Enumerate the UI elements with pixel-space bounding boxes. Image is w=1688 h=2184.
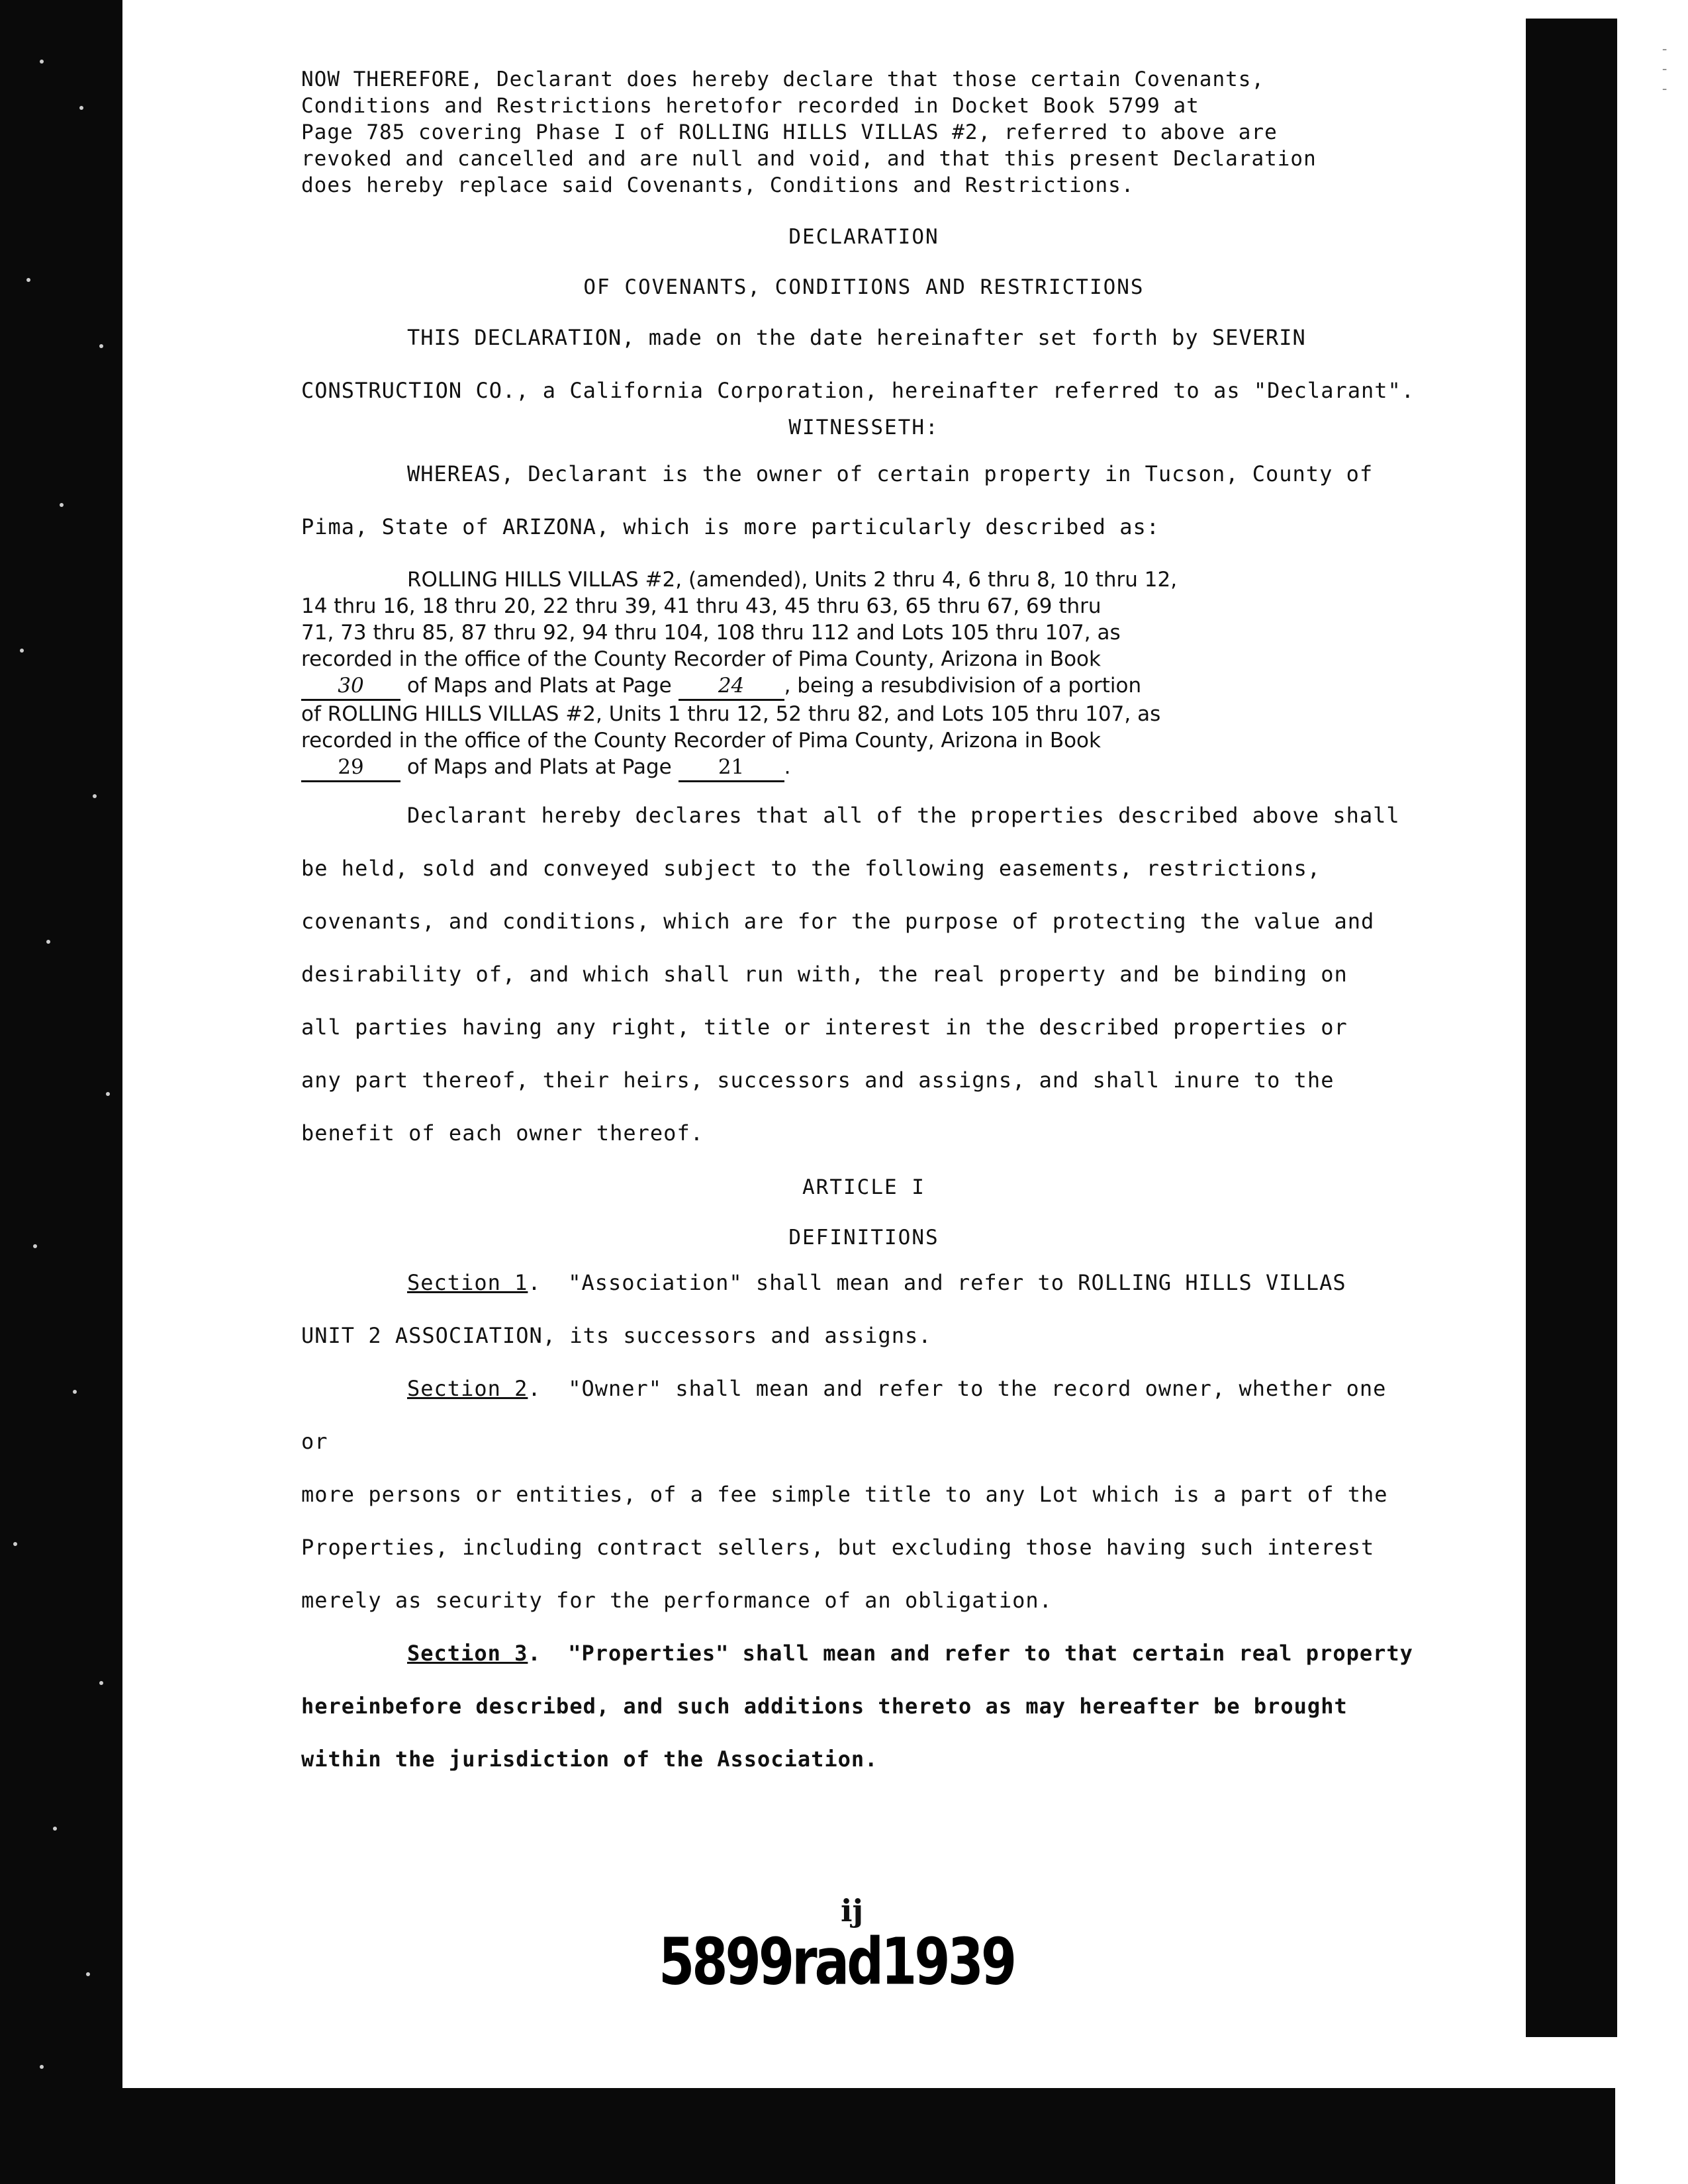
intro — [301, 311, 1427, 417]
scan-speck — [26, 278, 30, 282]
scan-border-bottom — [26, 2088, 1615, 2184]
whereas — [301, 447, 1427, 553]
section-2 — [301, 1362, 1427, 1627]
section-line: Section 1. "Association" shall mean and refer to ROLLING HILLS VILLAS — [407, 1270, 1346, 1295]
section-3 — [301, 1627, 1427, 1786]
preamble-line: Page 785 covering Phase I of ROLLING HILLS VILLAS #2, referred to above are — [301, 120, 1278, 144]
scan-speck — [86, 1972, 90, 1976]
scan-speck — [40, 60, 44, 64]
scan-speck — [99, 1681, 103, 1685]
docket-stamp: 5899rad1939 — [659, 1925, 1015, 2000]
declares-line: Declarant hereby declares that all of the properties described above shall — [407, 803, 1400, 828]
scan-speck — [20, 649, 24, 653]
legal-description — [301, 567, 1427, 782]
section-label: Section 1 — [407, 1270, 528, 1295]
declares-line: covenants, and conditions, which are for the purpose of protecting the value and — [301, 909, 1375, 934]
section-1 — [301, 1256, 1427, 1362]
scan-border-right — [1526, 19, 1617, 2037]
scan-speck — [60, 503, 64, 507]
page-bottom-edge — [122, 2055, 1526, 2092]
legal-line — [301, 672, 1427, 701]
section-text: "Association" shall mean and refer to ROLLING HILLS VILLAS — [568, 1270, 1346, 1295]
article-title: DEFINITIONS — [788, 1226, 939, 1250]
title-declaration: DECLARATION — [788, 225, 939, 249]
scan-speck — [46, 940, 50, 944]
section-label: Section 3 — [407, 1641, 528, 1666]
section-line: hereinbefore described, and such additions thereto as may hereafter be brought — [301, 1694, 1348, 1719]
legal-line: ROLLING HILLS VILLAS #2, (amended), Units 2 thru 4, 6 thru 8, 10 thru 12, — [407, 568, 1178, 592]
section-line: more persons or entities, of a fee simple title to any Lot which is a part of the — [301, 1482, 1388, 1507]
declares-paragraph — [301, 789, 1427, 1160]
scan-speck — [53, 1827, 57, 1831]
book-number-field: 30 — [301, 672, 400, 701]
section-line: UNIT 2 ASSOCIATION, its successors and assigns. — [301, 1323, 932, 1348]
section-line: Section 2. "Owner" shall mean and refer to the record owner, whether one or — [301, 1376, 1387, 1454]
legal-text: of Maps and Plats at Page — [400, 755, 679, 779]
scan-border-left — [0, 0, 122, 2184]
preamble — [301, 66, 1427, 199]
declares-line: all parties having any right, title or interest in the described properties or — [301, 1015, 1348, 1040]
page-mark: ij — [841, 1893, 864, 1929]
legal-text: , being a resubdivision of a portion — [784, 674, 1142, 698]
scan-speck — [40, 2065, 44, 2069]
section-text: "Properties" shall mean and refer to that certain real property — [568, 1641, 1413, 1666]
intro-line: CONSTRUCTION CO., a California Corporation, hereinafter referred to as "Declarant". — [301, 378, 1415, 403]
preamble-line: Conditions and Restrictions heretofor recorded in Docket Book 5799 at — [301, 94, 1199, 118]
section-line: within the jurisdiction of the Association. — [301, 1747, 878, 1772]
legal-text: . — [784, 755, 791, 779]
section-text: "Owner" shall mean and refer to the record owner, whether one or — [301, 1376, 1387, 1454]
title-covenants: OF COVENANTS, CONDITIONS AND RESTRICTIONS — [583, 275, 1145, 299]
article-heading: ARTICLE I — [802, 1175, 925, 1199]
legal-line: recorded in the office of the County Recorder of Pima County, Arizona in Book — [301, 647, 1101, 671]
section-line: Properties, including contract sellers, but excluding those having such interest — [301, 1535, 1375, 1560]
preamble-line: does hereby replace said Covenants, Conditions and Restrictions. — [301, 173, 1135, 197]
preamble-line: NOW THEREFORE, Declarant does hereby declare that those certain Covenants, — [301, 68, 1265, 91]
legal-text: of Maps and Plats at Page — [400, 674, 679, 698]
declares-line: be held, sold and conveyed subject to the following easements, restrictions, — [301, 856, 1321, 881]
whereas-line: Pima, State of ARIZONA, which is more particularly described as: — [301, 514, 1160, 539]
preamble-line: revoked and cancelled and are null and void, and that this present Declaration — [301, 147, 1317, 171]
whereas-line: WHEREAS, Declarant is the owner of certain property in Tucson, County of — [407, 461, 1374, 486]
legal-line — [301, 754, 1427, 782]
scan-speck — [33, 1244, 37, 1248]
scan-speck — [106, 1092, 110, 1096]
scan-speck — [13, 1542, 17, 1546]
section-line: merely as security for the performance of an obligation. — [301, 1588, 1053, 1613]
section-line: Section 3. "Properties" shall mean and refer to that certain real property — [407, 1641, 1413, 1666]
scan-edge-marks: - - - — [1660, 41, 1669, 97]
legal-line: recorded in the office of the County Recorder of Pima County, Arizona in Book — [301, 729, 1101, 752]
intro-line: THIS DECLARATION, made on the date hereinafter set forth by SEVERIN — [407, 325, 1306, 350]
scan-speck — [79, 106, 83, 110]
scan-speck — [99, 344, 103, 348]
scan-speck — [73, 1390, 77, 1394]
declares-line: benefit of each owner thereof. — [301, 1120, 704, 1146]
legal-line: of ROLLING HILLS VILLAS #2, Units 1 thru 12, 52 thru 82, and Lots 105 thru 107, as — [301, 702, 1161, 726]
declares-line: desirability of, and which shall run with, the real property and be binding on — [301, 962, 1348, 987]
legal-line: 14 thru 16, 18 thru 20, 22 thru 39, 41 thru 43, 45 thru 63, 65 thru 67, 69 thru — [301, 594, 1102, 618]
scan-speck — [93, 794, 97, 798]
page-number-field: 21 — [679, 754, 784, 782]
declares-line: any part thereof, their heirs, successors and assigns, and shall inure to the — [301, 1068, 1335, 1093]
legal-line: 71, 73 thru 85, 87 thru 92, 94 thru 104, 108 thru 112 and Lots 105 thru 107, as — [301, 621, 1121, 645]
section-label: Section 2 — [407, 1376, 528, 1401]
document-page — [301, 66, 1427, 1786]
book-number-field: 29 — [301, 754, 400, 782]
witnesseth-heading: WITNESSETH: — [788, 416, 939, 439]
page-number-field: 24 — [679, 672, 784, 701]
